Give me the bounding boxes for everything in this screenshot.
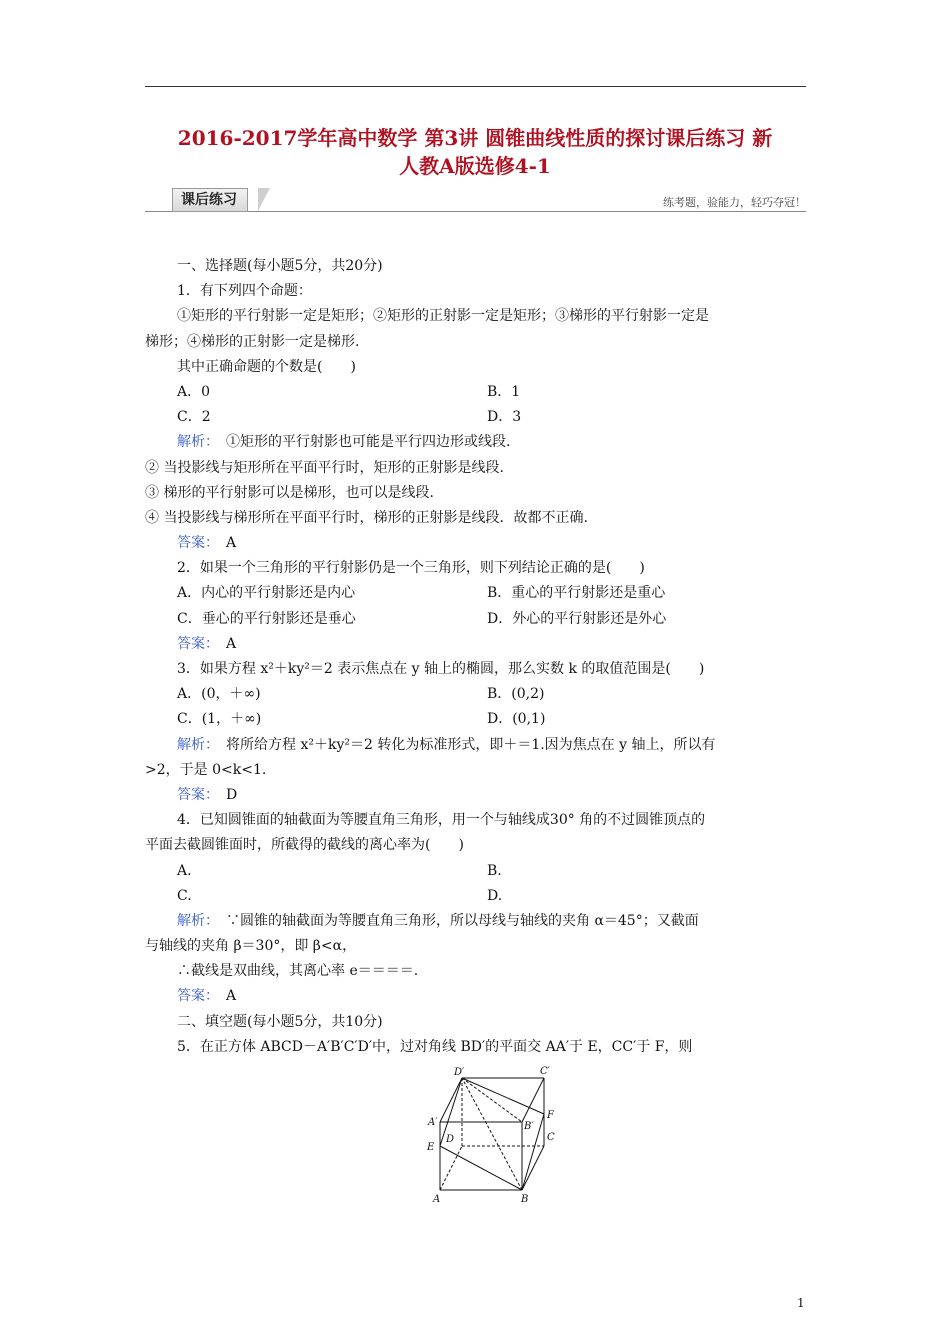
line-text: 一、选择题(每小题5分，共20分) xyxy=(177,258,383,274)
text-line xyxy=(145,279,806,304)
line-text: ∴截线是双曲线，其离心率 e＝＝＝＝. xyxy=(177,963,419,980)
option-row xyxy=(145,405,806,430)
text-line xyxy=(145,934,806,959)
title-line-1: 2016-2017学年高中数学 第3讲 圆锥曲线性质的探讨课后练习 新 xyxy=(177,126,773,150)
option-item: A．内心的平行射影还是内心 xyxy=(177,585,356,602)
label-C1: C′ xyxy=(540,1066,550,1077)
option-row xyxy=(145,884,806,909)
text-line xyxy=(145,456,806,481)
line-text: 3．如果方程 x²＋ky²＝2 表示焦点在 y 轴上的椭圆，那么实数 k 的取值范围是( ) xyxy=(177,661,705,677)
label-B1: B′ xyxy=(524,1121,534,1132)
option-item: C．垂心的平行射影还是垂心 xyxy=(177,610,356,627)
line-text: ③ 梯形的平行射影可以是梯形，也可以是线段. xyxy=(145,484,434,501)
text-line xyxy=(145,355,806,380)
line-text: D xyxy=(212,786,238,803)
line-text: 5．在正方体 ABCD－A′B′C′D′中，过对角线 BD′的平面交 AA′于 E，CC′于 F，则 xyxy=(177,1038,693,1055)
line-text: ② 当投影线与矩形所在平面平行时，矩形的正射影是线段. xyxy=(145,459,504,476)
text-line xyxy=(145,657,806,682)
text-line xyxy=(145,330,806,355)
text-line xyxy=(145,833,806,858)
answer-line xyxy=(145,531,806,556)
exercise-body xyxy=(145,254,806,1060)
option-item: A. xyxy=(177,862,192,879)
option-item: A．(0，＋∞) xyxy=(177,686,261,703)
option-item: D．3 xyxy=(487,409,522,426)
answer-line xyxy=(145,783,806,808)
option-row xyxy=(145,682,806,707)
label-D1: D′ xyxy=(454,1067,465,1078)
answer-tag: 答案： xyxy=(177,635,212,652)
cube-figure xyxy=(418,1062,560,1208)
line-text: 平面去截圆锥面时，所截得的截线的离心率为( ) xyxy=(145,837,464,854)
text-line xyxy=(145,304,806,329)
banner-tab-shape xyxy=(258,188,270,211)
line-text: 2．如果一个三角形的平行射影仍是一个三角形，则下列结论正确的是( ) xyxy=(177,560,645,577)
text-line xyxy=(145,1035,806,1060)
title-line-2: 人教A版选修4-1 xyxy=(399,154,551,178)
edge-B1C1 xyxy=(522,1078,544,1122)
line-text: 与轴线的夹角 β＝30°，即 β<α， xyxy=(145,938,357,955)
answer-tag: 答案： xyxy=(177,535,212,552)
label-D: D xyxy=(446,1134,455,1145)
option-item: B．重心的平行射影还是重心 xyxy=(487,585,666,602)
answer-tag: 答案： xyxy=(177,988,212,1005)
line-text: 梯形；④梯形的正射影一定是梯形. xyxy=(145,333,360,350)
line-text: 将所给方程 x²＋ky²＝2 转化为标准形式，即＋＝1.因为焦点在 y 轴上，所以有 xyxy=(212,736,716,753)
option-item: B. xyxy=(487,862,502,879)
header-rule xyxy=(145,86,806,87)
option-row xyxy=(145,859,806,884)
line-text: 1．有下列四个命题： xyxy=(177,283,312,300)
text-line xyxy=(145,758,806,783)
line-text: A xyxy=(212,988,237,1005)
option-item: B．(0,2) xyxy=(487,686,545,703)
answer-tag: 解析： xyxy=(177,912,212,929)
text-line xyxy=(145,808,806,833)
text-line xyxy=(145,506,806,531)
label-B: B xyxy=(521,1194,529,1205)
option-item: D．(0,1) xyxy=(487,711,546,728)
option-row xyxy=(145,380,806,405)
option-item: D. xyxy=(487,887,503,904)
option-row xyxy=(145,581,806,606)
hidden-edge-AD xyxy=(440,1146,462,1190)
option-row xyxy=(145,707,806,732)
option-item: C．(1，＋∞) xyxy=(177,711,262,728)
option-item: C．2 xyxy=(177,409,211,426)
banner-slogan: 练考题，验能力，轻巧夺冠！ xyxy=(663,196,806,209)
line-text: 二、填空题(每小题5分，共10分) xyxy=(177,1013,383,1030)
line-text: ①矩形的平行射影也可能是平行四边形或线段. xyxy=(212,434,511,451)
answer-line xyxy=(145,632,806,657)
text-line xyxy=(145,959,806,984)
text-line xyxy=(145,556,806,581)
text-line xyxy=(145,254,806,279)
answer-tag: 解析： xyxy=(177,736,212,753)
option-item: C. xyxy=(177,887,192,904)
label-C: C xyxy=(547,1132,555,1143)
text-line xyxy=(145,481,806,506)
option-item: A．0 xyxy=(177,383,211,400)
section-banner xyxy=(145,188,806,212)
line-text: 其中正确命题的个数是( ) xyxy=(177,358,356,375)
hidden-diagonal-BD1 xyxy=(462,1078,522,1190)
label-A1: A′ xyxy=(428,1117,438,1128)
line-text: A xyxy=(212,635,237,652)
line-text: ④ 当投影线与梯形所在平面平行时，梯形的正射影是线段．故都不正确. xyxy=(145,509,588,526)
line-text: >2，于是 0<k<1. xyxy=(145,761,267,778)
label-E: E xyxy=(427,1142,435,1153)
option-item: B．1 xyxy=(487,383,521,400)
answer-line xyxy=(145,984,806,1009)
option-row xyxy=(145,607,806,632)
line-text: A xyxy=(212,535,237,552)
line-text: 4．已知圆锥面的轴截面为等腰直角三角形，用一个与轴线成30° 角的不过圆锥顶点的 xyxy=(177,812,706,829)
answer-tag: 解析： xyxy=(177,434,212,451)
answer-line xyxy=(145,733,806,758)
page-number: 1 xyxy=(797,1296,805,1310)
answer-line xyxy=(145,909,806,934)
edge-A1D1 xyxy=(440,1078,462,1122)
answer-tag: 答案： xyxy=(177,786,212,803)
answer-line xyxy=(145,430,806,455)
text-line xyxy=(145,1010,806,1035)
label-F: F xyxy=(547,1110,554,1121)
banner-label: 课后练习 xyxy=(172,188,248,212)
line-text: ∵圆锥的轴截面为等腰直角三角形，所以母线与轴线的夹角 α＝45°；又截面 xyxy=(212,912,699,929)
label-A: A xyxy=(433,1194,441,1205)
document-title xyxy=(120,124,830,180)
option-item: D．外心的平行射影还是外心 xyxy=(487,610,667,627)
line-text: ①矩形的平行射影一定是矩形；②矩形的正射影一定是矩形；③梯形的平行射影一定是 xyxy=(177,308,709,325)
